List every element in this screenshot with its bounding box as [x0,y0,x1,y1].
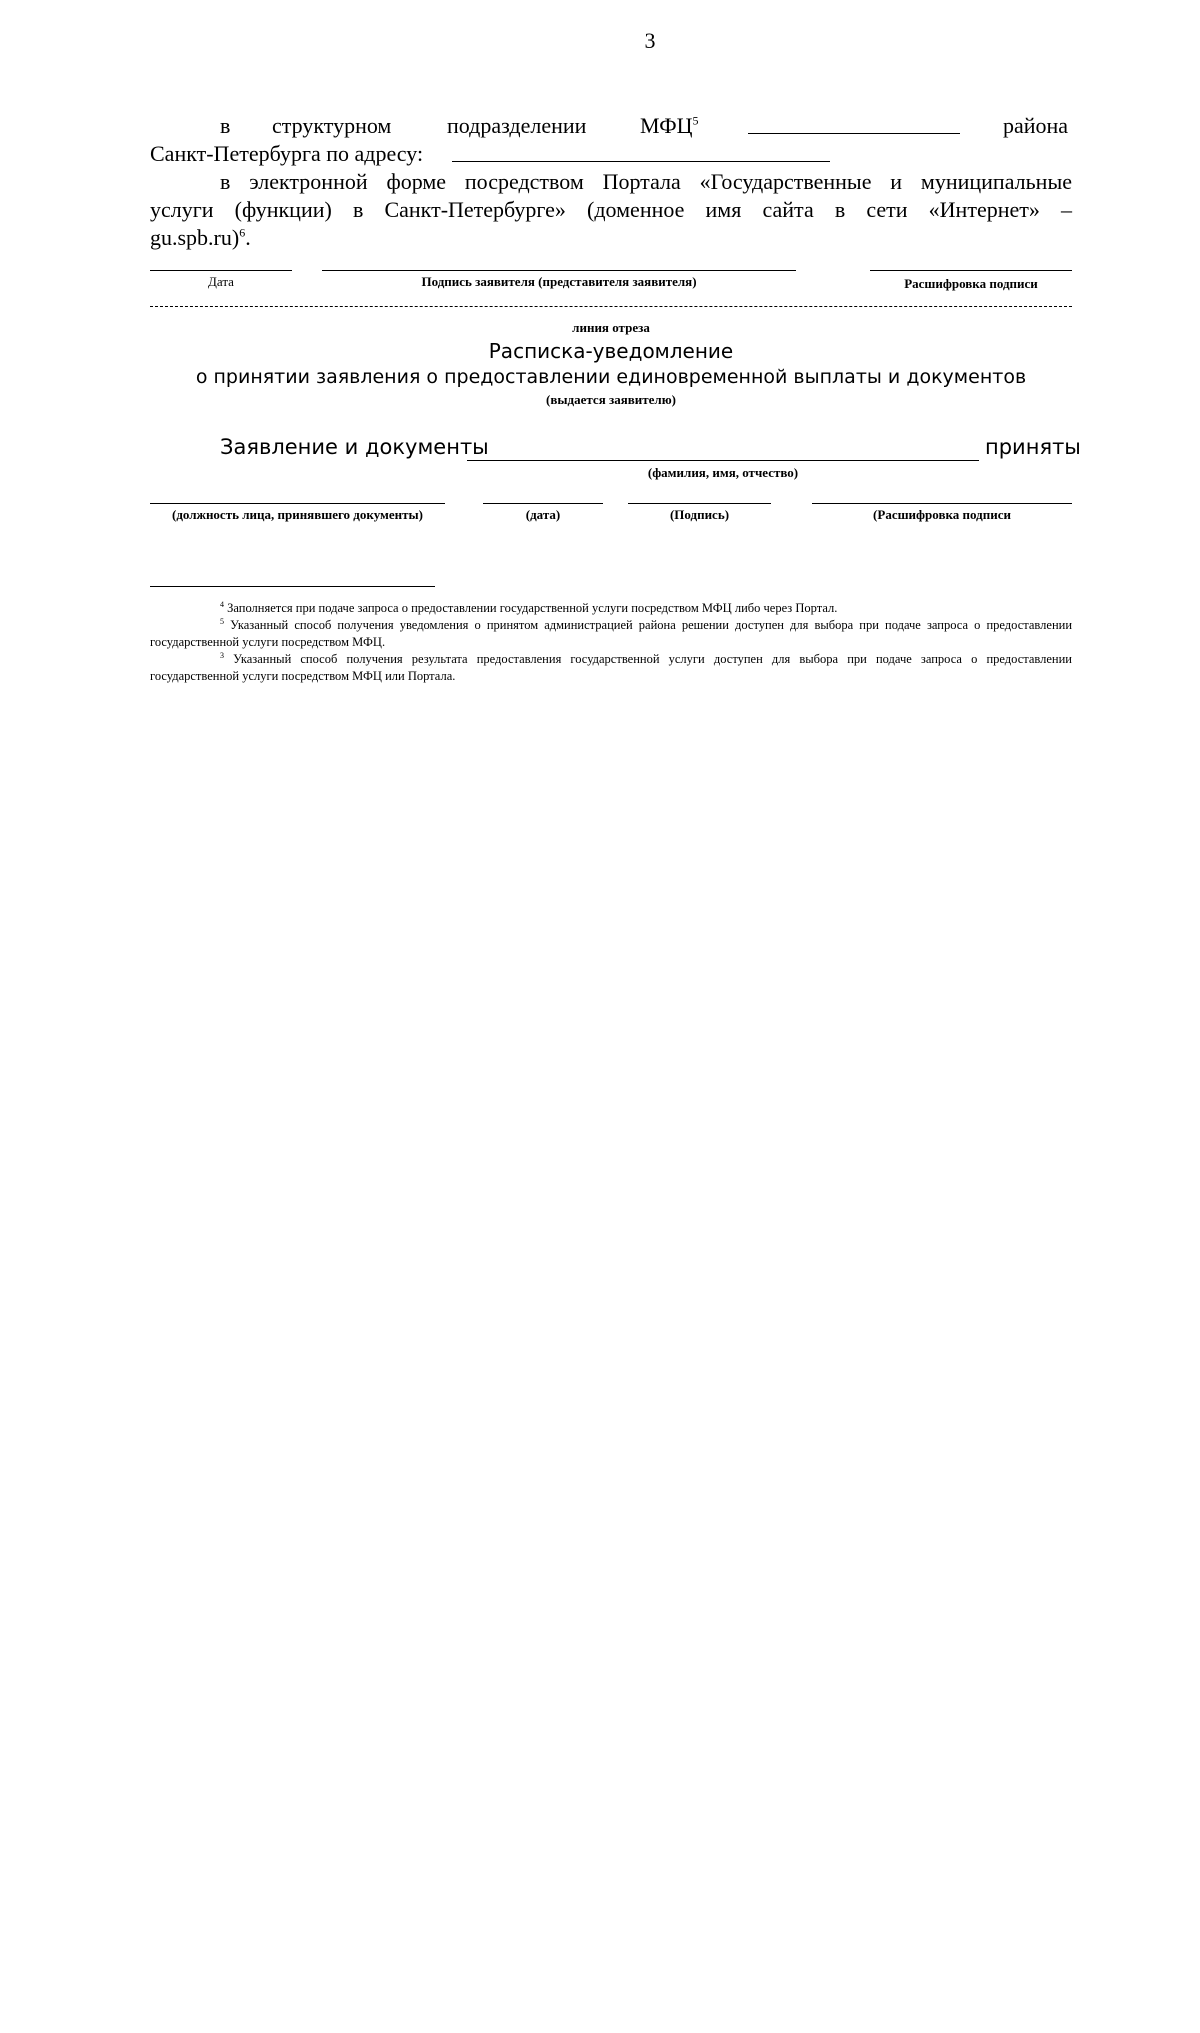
page-number: 3 [644,28,656,53]
applicant-signature-caption: Подпись заявителя (представителя заявителя) [421,274,697,289]
receipt-date-caption: (дата) [525,507,561,522]
footnote-mark: 4 [220,599,224,609]
electronic-line-2: услуги (функции) в Санкт-Петербурге» (доменное имя сайта в сети «Интернет» – [150,197,1072,222]
applicant-signature-field[interactable] [322,270,796,271]
date-caption: Дата [208,274,234,289]
footnote-ref-6: 6 [239,225,246,240]
receipt-subtitle: о принятии заявления о предоставлении единовременной выплаты и документов [195,366,1027,388]
footnote-mark: 3 [220,650,224,660]
signature-decipher-field[interactable] [870,270,1072,271]
cut-line-label: линия отреза [572,320,650,335]
accepted-word: приняты [985,435,1081,459]
district-word: района [1003,113,1069,138]
footnote-mark: 5 [220,616,224,626]
receipt-date-field[interactable] [483,503,603,504]
footnote-1: $^4$ Заполняется при подаче запроса о предоставлении государственной услуги посредством МФЦ либо через Портал. [220,599,838,615]
mfc-label: МФЦ$^5$ [640,113,699,138]
receiver-signature-caption: (Подпись) [669,507,730,522]
mfc-prefix: в [220,113,231,138]
receiver-decipher-caption: (Расшифровка подписи [873,507,1011,522]
footnote-3: $^3$ Указанный способ получения результата предоставления государственной услуги доступен для выбора при подаче запроса о предоставлении государственной услуги посредством МФЦ или Портала. [150,650,1072,683]
date-field[interactable] [150,270,292,271]
receiver-position-field[interactable] [150,503,445,504]
address-field[interactable] [452,161,830,162]
mfc-word-2: подразделении [447,113,587,138]
mfc-name-field[interactable] [748,133,960,134]
cut-line [150,306,1072,307]
fio-caption: (фамилия, имя, отчество) [647,465,799,480]
receipt-title: Расписка-уведомление [488,339,734,363]
receipt-note: (выдается заявителю) [546,392,676,407]
footnote-separator [150,586,435,587]
signature-decipher-caption: Расшифровка подписи [904,276,1038,291]
footnote-ref-5: 5 [692,113,699,128]
fio-field[interactable] [467,460,979,461]
electronic-line-1: в электронной форме посредством Портала «Государственные и муниципальные [220,169,1072,194]
electronic-line-3: gu.spb.ru)$^6$. [150,225,251,250]
address-label: Санкт-Петербурга по адресу: [150,141,424,166]
mfc-word-1: структурном [272,113,392,138]
docs-label: Заявление и документы [220,435,489,459]
receiver-decipher-field[interactable] [812,503,1072,504]
receiver-signature-field[interactable] [628,503,771,504]
receiver-position-caption: (должность лица, принявшего документы) [171,507,424,522]
footnote-2: $^5$ Указанный способ получения уведомления о принятом администрацией района решении доступен для выбора при подаче запроса о предоставлении государственной услуги посредством МФЦ. [150,616,1073,649]
